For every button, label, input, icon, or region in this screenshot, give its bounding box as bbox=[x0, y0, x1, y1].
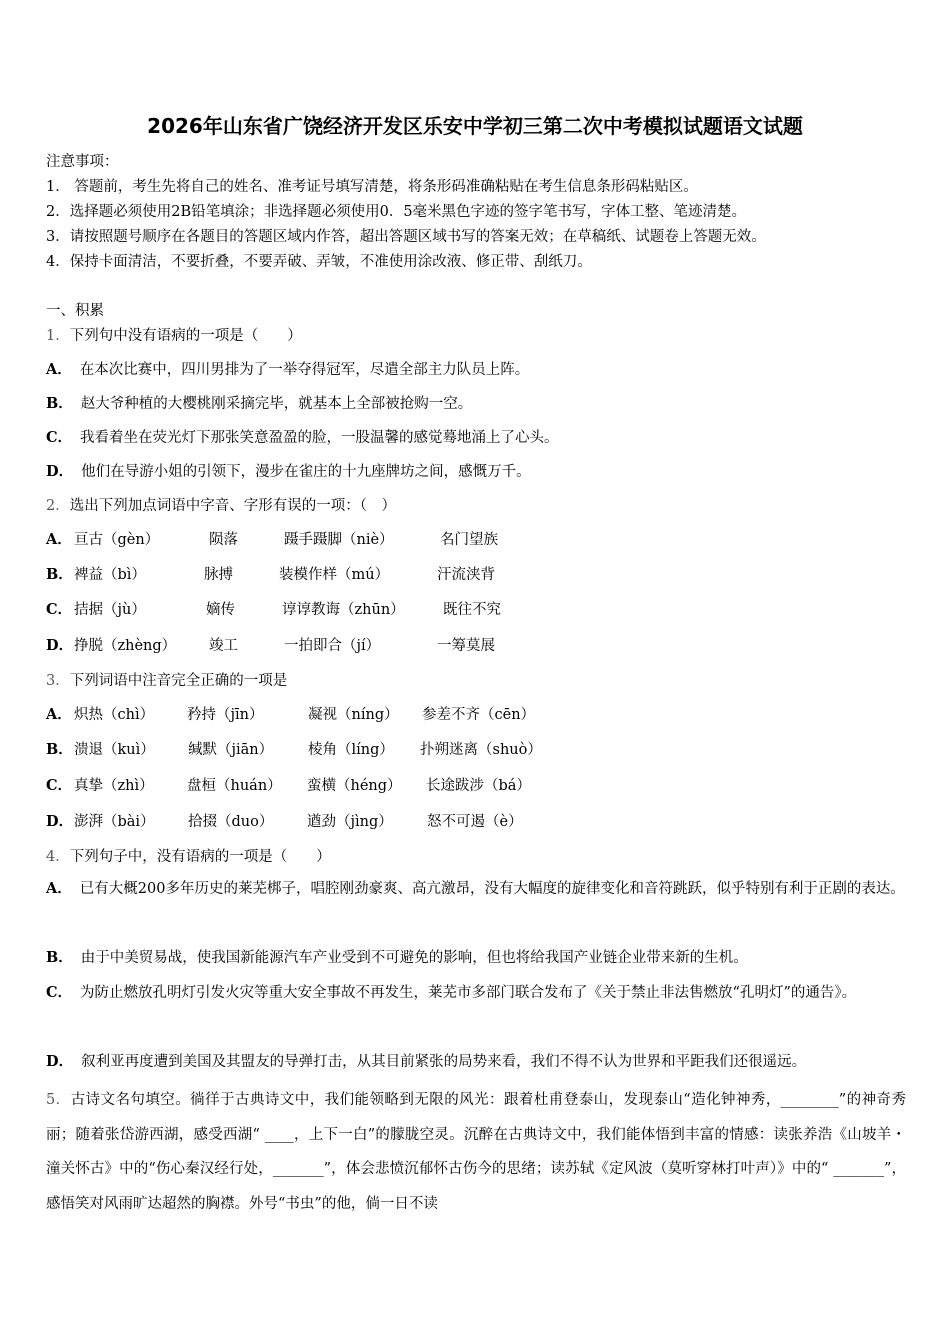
q2-option-a[interactable] bbox=[46, 530, 498, 550]
option-item: 溃退（kuì） bbox=[74, 742, 155, 758]
option-letter: C． bbox=[46, 429, 73, 446]
option-item: 一拍即合（jí） bbox=[284, 638, 381, 654]
option-letter: C． bbox=[46, 777, 73, 794]
option-letter: C． bbox=[46, 601, 73, 618]
question-number: 3． bbox=[46, 673, 70, 689]
notice-item: 4．保持卡面清洁，不要折叠，不要弄破、弄皱，不准使用涂改液、修正带、刮纸刀。 bbox=[46, 254, 592, 270]
option-item: 名门望族 bbox=[440, 532, 498, 548]
option-letter: B． bbox=[46, 395, 73, 412]
option-item: 裨益（bì） bbox=[74, 567, 146, 583]
option-letter: D． bbox=[46, 813, 74, 830]
q1-option-b[interactable] bbox=[46, 394, 472, 414]
option-item: 嫡传 bbox=[206, 602, 235, 618]
question-text: 古诗文名句填空。徜徉于古典诗文中，我们能领略到无限的风光：跟着杜甫登泰山，发现泰山“造化钟神秀，________”的神奇秀丽；随着张岱游西湖，感受西湖“ ____，上下一白”的朦胧空灵。沉醉在古典诗文中，我们能体悟到丰富的情感：读张养浩《山坡羊・潼关怀古》中的“伤心秦汉经行处，_______”，体会悲愤沉郁怀古伤今的思绪；读苏轼《定风波（莫听穿林打叶声）》中的“ _______”，感悟笑对风雨旷达超然的胸襟。外号“书虫”的他，倘一日不读 bbox=[46, 1092, 906, 1212]
question-2-stem bbox=[46, 496, 396, 516]
option-text: 为防止燃放孔明灯引发火灾等重大安全事故不再发生，莱芜市多部门联合发布了《关于禁止非法售燃放“孔明灯”的通告》。 bbox=[80, 985, 857, 1001]
notice-item: 2．选择题必须使用2B铅笔填涂；非选择题必须使用0．5毫米黑色字迹的签字笔书写，字体工整、笔迹清楚。 bbox=[46, 204, 747, 220]
q3-option-a[interactable] bbox=[46, 705, 536, 725]
option-text: 由于中美贸易战，使我国新能源汽车产业受到不可避免的影响，但也将给我国产业链企业带来新的生机。 bbox=[80, 950, 748, 966]
question-number: 2． bbox=[46, 498, 70, 514]
option-letter: D． bbox=[46, 463, 74, 480]
q1-option-a[interactable] bbox=[46, 360, 529, 380]
notice-item: 3．请按照题号顺序在各题目的答题区域内作答，超出答题区域书写的答案无效；在草稿纸、试题卷上答题无效。 bbox=[46, 229, 766, 245]
question-4-stem bbox=[46, 847, 331, 867]
option-letter: A． bbox=[46, 531, 72, 548]
question-5 bbox=[46, 1083, 906, 1221]
option-letter: A． bbox=[46, 880, 72, 897]
question-text: 下列词语中注音完全正确的一项是 bbox=[69, 673, 288, 689]
q4-option-c[interactable] bbox=[46, 976, 906, 1011]
option-item: 参差不齐（cēn） bbox=[422, 707, 536, 723]
q2-option-b[interactable] bbox=[46, 565, 495, 585]
option-item: 挣脱（zhèng） bbox=[74, 638, 177, 654]
option-item: 遒劲（jìng） bbox=[307, 814, 393, 830]
option-item: 谆谆教诲（zhūn） bbox=[282, 602, 405, 618]
option-text: 叙利亚再度遭到美国及其盟友的导弹打击，从其目前紧张的局势来看，我们不得不认为世界和平距我们还很遥远。 bbox=[81, 1054, 807, 1070]
option-item: 竣工 bbox=[209, 638, 238, 654]
question-1-stem bbox=[46, 326, 302, 346]
q1-option-d[interactable] bbox=[46, 462, 531, 482]
option-item: 装模作样（mú） bbox=[279, 567, 390, 583]
option-text: 赵大爷种植的大樱桃刚采摘完毕，就基本上全部被抢购一空。 bbox=[80, 396, 473, 412]
option-item: 拾掇（duo） bbox=[188, 814, 274, 830]
option-item: 棱角（líng） bbox=[308, 742, 394, 758]
option-item: 澎湃（bài） bbox=[74, 814, 155, 830]
option-item: 蹑手蹑脚（niè） bbox=[284, 532, 394, 548]
q4-option-a[interactable] bbox=[46, 872, 906, 907]
option-letter: B． bbox=[46, 566, 73, 583]
option-item: 凝视（níng） bbox=[308, 707, 399, 723]
option-item: 亘古（gèn） bbox=[74, 532, 160, 548]
question-number: 5． bbox=[46, 1092, 71, 1108]
q4-option-b[interactable] bbox=[46, 941, 906, 976]
option-item: 怒不可遏（è） bbox=[427, 814, 523, 830]
page-title: 2026年山东省广饶经济开发区乐安中学初三第二次中考模拟试题语文试题 bbox=[147, 114, 803, 138]
option-item: 陨落 bbox=[209, 532, 238, 548]
section-heading: 一、积累 bbox=[46, 303, 104, 319]
option-letter: D． bbox=[46, 637, 74, 654]
option-item: 拮据（jù） bbox=[74, 602, 146, 618]
question-number: 1． bbox=[46, 328, 70, 344]
option-letter: B． bbox=[46, 949, 73, 966]
option-text: 他们在导游小姐的引领下，漫步在雀庄的十九座牌坊之间，感慨万千。 bbox=[81, 464, 531, 480]
option-item: 扑朔迷离（shuò） bbox=[420, 742, 542, 758]
question-number: 4． bbox=[46, 849, 70, 865]
option-item: 蛮横（héng） bbox=[307, 778, 402, 794]
option-item: 矜持（jīn） bbox=[187, 707, 264, 723]
option-text: 在本次比赛中，四川男排为了一举夺得冠军，尽遣全部主力队员上阵。 bbox=[79, 362, 530, 378]
option-letter: B． bbox=[46, 741, 73, 758]
question-text: 下列句子中，没有语病的一项是（ ） bbox=[69, 849, 331, 865]
q2-option-c[interactable] bbox=[46, 600, 501, 620]
option-item: 脉搏 bbox=[204, 567, 233, 583]
q3-option-d[interactable] bbox=[46, 812, 523, 832]
option-item: 既往不究 bbox=[443, 602, 501, 618]
option-item: 真挚（zhì） bbox=[74, 778, 154, 794]
question-3-stem bbox=[46, 671, 287, 691]
option-item: 汗流浃背 bbox=[437, 567, 495, 583]
question-text: 选出下列加点词语中字音、字形有误的一项：（ ） bbox=[69, 498, 396, 514]
q3-option-b[interactable] bbox=[46, 740, 542, 760]
q3-option-c[interactable] bbox=[46, 776, 531, 796]
option-text: 我看着坐在荧光灯下那张笑意盈盈的脸，一股温馨的感觉蓦地涌上了心头。 bbox=[80, 430, 559, 446]
question-text: 下列句中没有语病的一项是（ ） bbox=[69, 328, 302, 344]
option-item: 长途跋涉（bá） bbox=[426, 778, 531, 794]
q2-option-d[interactable] bbox=[46, 636, 495, 656]
option-item: 炽热（chì） bbox=[74, 707, 155, 723]
option-text: 已有大概200多年历史的莱芜梆子，唱腔刚劲豪爽、高亢激昂，没有大幅度的旋律变化和音符跳跃，似乎特别有利于正剧的表达。 bbox=[79, 881, 905, 897]
q4-option-d[interactable] bbox=[46, 1045, 906, 1080]
notice-item: 1． 答题前，考生先将自己的姓名、准考证号填写清楚，将条形码准确粘贴在考生信息条形码粘贴区。 bbox=[46, 179, 698, 195]
option-item: 缄默（jiān） bbox=[188, 742, 274, 758]
q1-option-c[interactable] bbox=[46, 428, 559, 448]
option-item: 盘桓（huán） bbox=[187, 778, 282, 794]
option-letter: C． bbox=[46, 984, 73, 1001]
option-item: 一筹莫展 bbox=[437, 638, 495, 654]
option-letter: A． bbox=[46, 706, 72, 723]
option-letter: A． bbox=[46, 361, 72, 378]
notice-heading: 注意事项： bbox=[46, 154, 119, 170]
option-letter: D． bbox=[46, 1053, 74, 1070]
